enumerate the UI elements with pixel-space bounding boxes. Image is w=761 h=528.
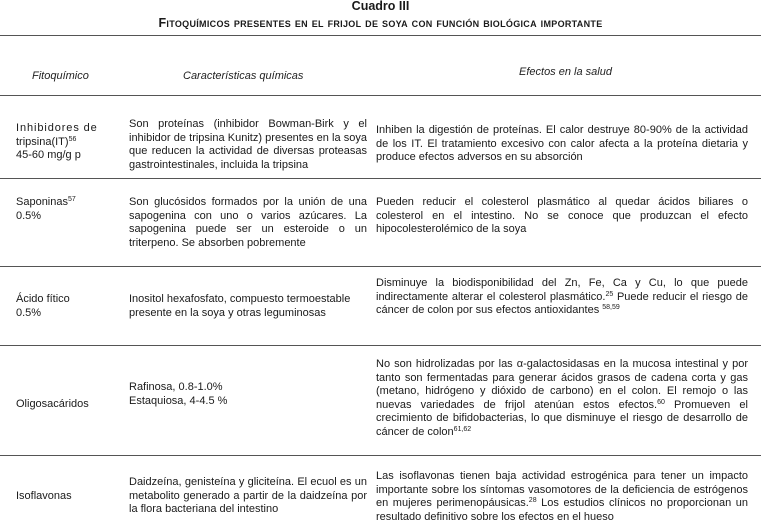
row-amount: 0.5% [16,306,42,319]
row-chem [129,381,367,408]
chem-line: Rafinosa, 0.8-1.0% [129,381,223,393]
header-efectos: Efectos en la salud [519,66,612,78]
table-title: Cuadro III [351,0,410,13]
row-chem: Daidzeína, genisteína y gliciteína. El ecuol es un metabolito generado a partir de la daidzeína por la flora bacteriana del intestino [129,476,367,516]
row-name: Isoflavonas [16,490,72,502]
row-effects: Las isoflavonas tienen baja actividad estrogénica para tener un impacto importante sobre los síntomas vasomotores de la deficiencia de estrógenos en mujeres perimenopáusicas.$^{28}$ Los estudios clínicos no proporcionan un resultado definitivo sobre los efectos en el hueso [376,470,748,523]
row-chem: Son glucósidos formados por la unión de una sapogenina con uno o varios azúcares. La sapogenina puede ser un esteroide o un triterpeno. Se absorben pobremente [129,196,367,249]
effects-ref: 25 [605,290,614,298]
effects-ref: 61,62 [453,425,472,433]
row-effects: No son hidrolizadas por las α-galactosidasas en la mucosa intestinal y por tanto son fermentadas para generar ácidos grasos de cadena corta y gas (metano, hidrógeno y dióxido de carbono) en el colon. El remojo o las nuevas variedades de frijol atenúan estos efectos.$^{60}$ Promueven el crecimiento de bifidobacterias, lo que disminuye el riesgo de desarrollo de cáncer de colon$^{61,62}$ [376,358,748,438]
row-effects: Disminuye la biodisponibilidad del Zn, Fe, Ca y Cu, lo que puede indirectamente alterar el colesterol plasmático.$^{25}$ Puede reducir el riesgo de cáncer de colon por sus efectos antioxidantes $^{58,59}$ [376,277,748,317]
name-text: Saponinas [16,196,68,208]
name-line2: tripsina(IT)$^{56}$ [16,135,77,148]
row-name [16,196,126,223]
effects-ref: 60 [657,398,665,406]
effects-ref: 58,59 [602,304,620,312]
row-effects: Pueden reducir el colesterol plasmático al quedar ácidos biliares o colesterol en el intestino. No se conoce que produzcan el efecto hipocolesterolémico de la soya [376,196,748,236]
row-rule [0,345,761,346]
top-rule [0,35,761,36]
row-chem: Son proteínas (inhibidor Bowman-Birk y el inhibidor de tripsina Kunitz) presentes en la soya que reducen la actividad de diversas proteasas gastrointestinales, incluida la tripsina [129,118,367,171]
row-rule [0,266,761,267]
effects-ref: 28 [528,497,537,505]
header-fitoquimico: Fitoquímico [32,70,89,82]
row-amount: 45-60 mg/g p [16,149,81,162]
name-ref: 57 [68,196,76,203]
table-subtitle: Fitoquímicos presentes en el frijol de soya con función biológica importante [158,16,603,30]
row-effects: Inhiben la digestión de proteínas. El calor destruye 80-90% de la actividad de los IT. El tratamiento excesivo con calor afecta a la proteína dietaria y produce efectos adversos en su absorción [376,124,748,164]
header-caracteristicas: Características químicas [183,70,304,82]
header-rule [0,95,761,96]
row-name [16,122,128,163]
name-ref: 56 [68,135,77,143]
chem-line: Estaquiosa, 4-4.5 % [129,394,228,407]
row-rule [0,178,761,179]
name-line1: Inhibidores de [16,122,98,134]
row-name: Oligosacáridos [16,398,89,410]
row-rule [0,455,761,456]
name-text: Ácido fítico [16,293,70,305]
row-chem: Inositol hexafosfato, compuesto termoestable presente en la soya y otras leguminosas [129,293,351,319]
row-name [16,293,126,320]
row-amount: 0.5% [16,209,42,222]
